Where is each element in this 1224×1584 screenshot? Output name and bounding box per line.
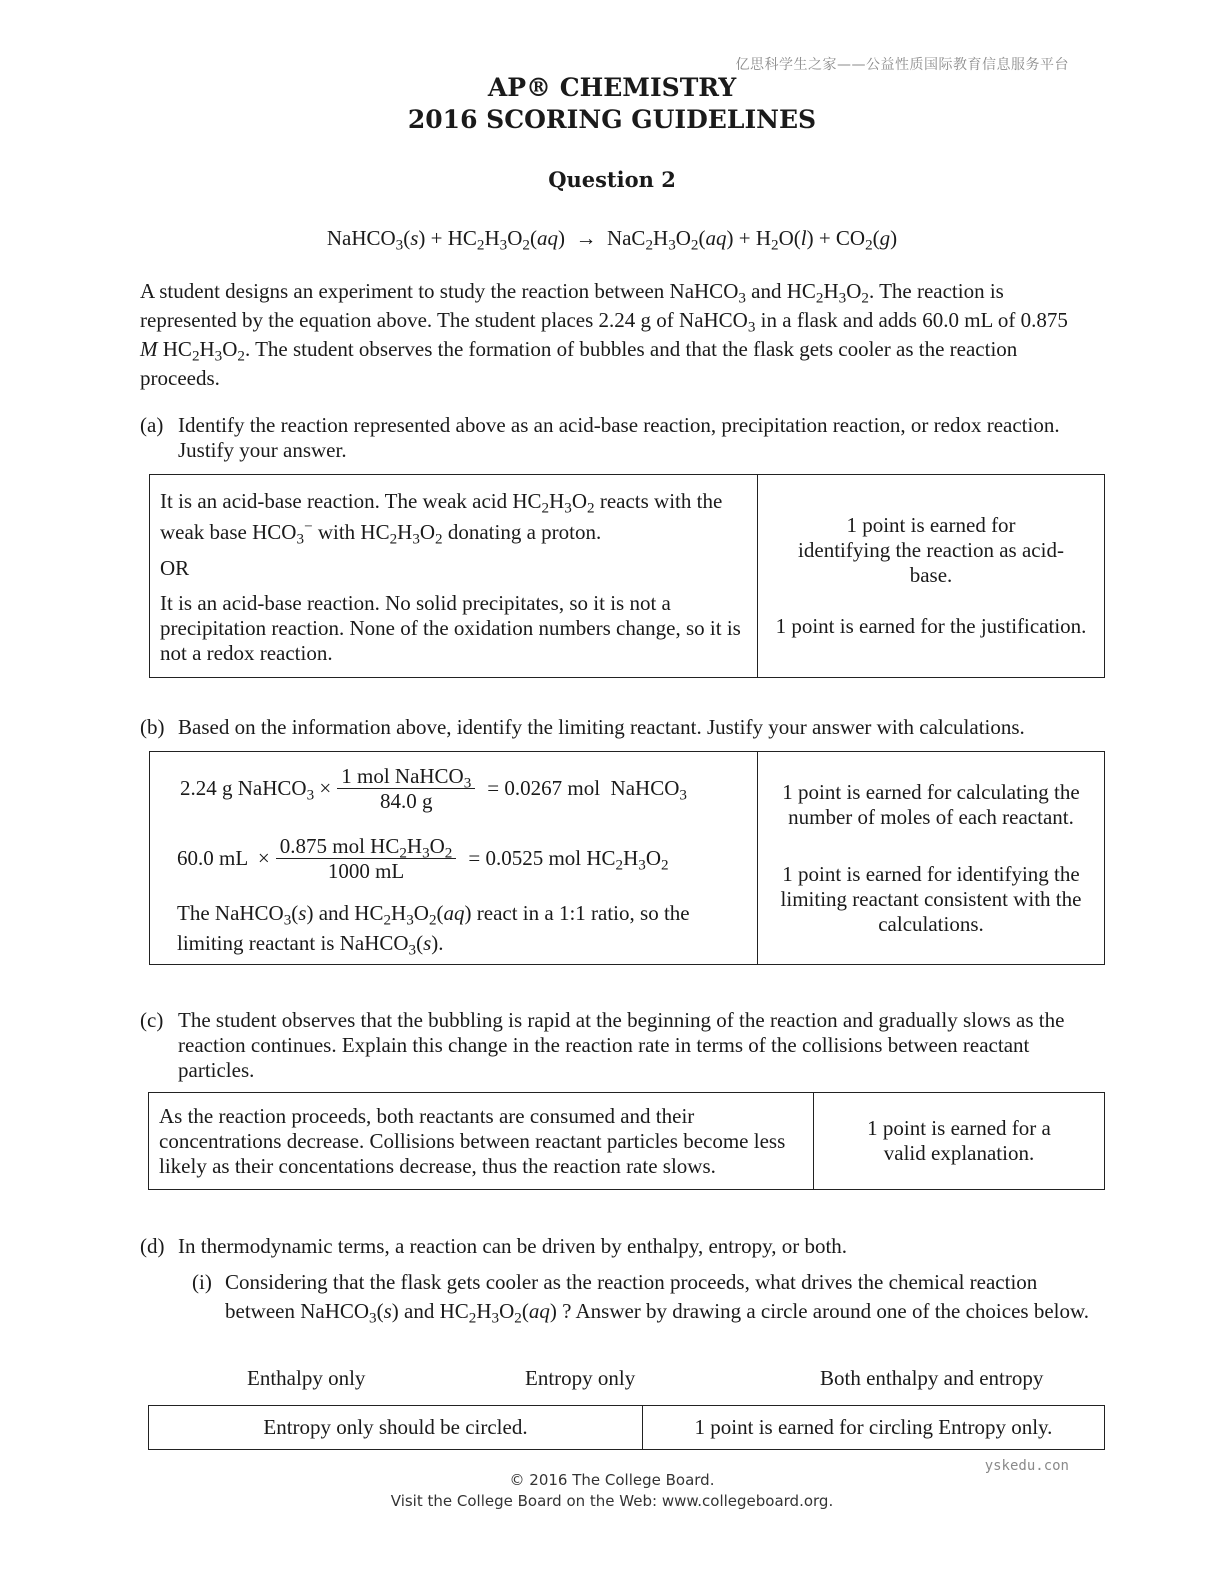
part-c-point: 1 point is earned for a valid explanation. — [814, 1093, 1105, 1190]
calc-nahco3: 2.24 g NaHCO$_3$ × $\frac{1 mol NaHCO_3}{84.0 g}$ = 0.0267 mol NaHCO$_3$ — [180, 764, 687, 813]
title-line-2: 2016 SCORING GUIDELINES — [407, 105, 817, 134]
part-d-i-question — [192, 1268, 1092, 1326]
part-b-text: Based on the information above, identify the limiting reactant. Justify your answer with calculations. — [178, 715, 1025, 739]
part-b-calculations — [150, 752, 758, 965]
part-b-label: (b) — [140, 715, 165, 739]
title-line-1: AP® CHEMISTRY — [487, 73, 737, 102]
part-d-answer: Entropy only should be circled. — [149, 1406, 643, 1450]
part-b-question — [140, 715, 1100, 740]
part-a-points — [758, 475, 1105, 678]
part-c-question — [140, 1008, 1100, 1083]
part-a-answer-1: It is an acid-base reaction. The weak acid $HC_2H_3O_2$ reacts with the weak base $HCO_3^-$ with $HC_2H_3O_2$ donating a proton. — [160, 489, 723, 548]
part-a-point-1: 1 point is earned for identifying the reaction as acid-base. — [798, 513, 1064, 587]
part-a-label: (a) — [140, 413, 164, 437]
question-heading: Question 2 — [548, 167, 676, 192]
intro-paragraph: A student designs an experiment to study the reaction between NaHCO$_3$ and $HC_2H_3O_2$. The reaction is represented by the equation above. The student places 2.24 g of NaHCO$_3$ in a flask and adds 60.0 mL of 0.875 M $HC_2H_3O_2$. The student observes the formation of bubbles and that the flask gets cooler as the reaction proceeds. — [140, 279, 1068, 390]
part-a-question — [140, 413, 1100, 463]
part-c-text: The student observes that the bubbling is rapid at the beginning of the reaction and gradually slows as the reaction continues. Explain this change in the reaction rate in terms of the collisions between reactant particles. — [178, 1008, 1065, 1082]
part-a-table — [149, 474, 1105, 678]
choice-enthalpy[interactable]: Enthalpy only — [247, 1366, 366, 1390]
page-title — [0, 72, 1224, 136]
site-watermark: yskedu.con — [984, 1458, 1069, 1474]
part-d-label: (d) — [140, 1234, 165, 1258]
choice-entropy[interactable]: Entropy only — [525, 1366, 636, 1390]
footer-copyright: © 2016 The College Board. — [509, 1471, 715, 1489]
part-a-answer — [150, 475, 758, 678]
part-a-text: Identify the reaction represented above as an acid-base reaction, precipitation reaction, or redox reaction. Justify your answer. — [178, 413, 1060, 462]
part-d-text: In thermodynamic terms, a reaction can be driven by enthalpy, entropy, or both. — [178, 1234, 848, 1258]
part-b-points — [758, 752, 1105, 965]
footer-visit: Visit the College Board on the Web: www.collegeboard.org. — [390, 1492, 834, 1510]
part-d-table — [148, 1405, 1105, 1450]
part-d-question — [140, 1234, 1100, 1259]
part-d-point: 1 point is earned for circling Entropy only. — [643, 1406, 1105, 1450]
choice-both[interactable]: Both enthalpy and entropy — [820, 1366, 1044, 1390]
limiting-reactant-statement: The NaHCO$_3$(s) and $HC_2H_3O_2(aq)$ react in a 1:1 ratio, so the limiting reactant is NaHCO$_3$(s). — [177, 901, 690, 959]
reaction-equation: NaHCO$_3$(s) + $HC_2H_3O_2(aq) \to NaC_2H_3O_2(aq) + H_2O(l) + CO_2(g)$ — [326, 226, 898, 254]
part-a-or: OR — [160, 556, 190, 580]
part-d-i-text: Considering that the flask gets cooler as the reaction proceeds, what drives the chemical reaction between NaHCO$_3$(s) and $HC_2H_3O_2(aq)$ ? Answer by drawing a circle around one of the choices below. — [225, 1270, 1090, 1327]
part-b-table — [149, 751, 1105, 965]
part-c-table — [148, 1092, 1105, 1190]
part-b-point-1: 1 point is earned for calculating the number of moles of each reactant. — [782, 779, 1080, 829]
part-a-answer-2: It is an acid-base reaction. No solid precipitates, so it is not a precipitation reaction. None of the oxidation numbers change, so it is not a redox reaction. — [160, 591, 741, 665]
part-c-answer: As the reaction proceeds, both reactants are consumed and their concentrations decrease. Collisions between reactant particles become less likely as their concentations decrease, thus the reaction rate slows. — [149, 1093, 814, 1190]
part-d-i-label: (i) — [192, 1270, 212, 1294]
watermark-text: 亿思科学生之家——公益性质国际教育信息服务平台 — [735, 57, 1069, 73]
part-c-label: (c) — [140, 1008, 164, 1032]
calc-hc2h3o2: 60.0 mL × $\frac{0.875 mol HC_2H_3O_2}{1000 mL}$ = 0.0525 mol $HC_2H_3O_2$ — [177, 834, 669, 883]
part-b-point-2: 1 point is earned for identifying the limiting reactant consistent with the calculations. — [780, 861, 1082, 936]
choice-row — [140, 1366, 1104, 1396]
part-a-point-2: 1 point is earned for the justification. — [775, 614, 1087, 638]
